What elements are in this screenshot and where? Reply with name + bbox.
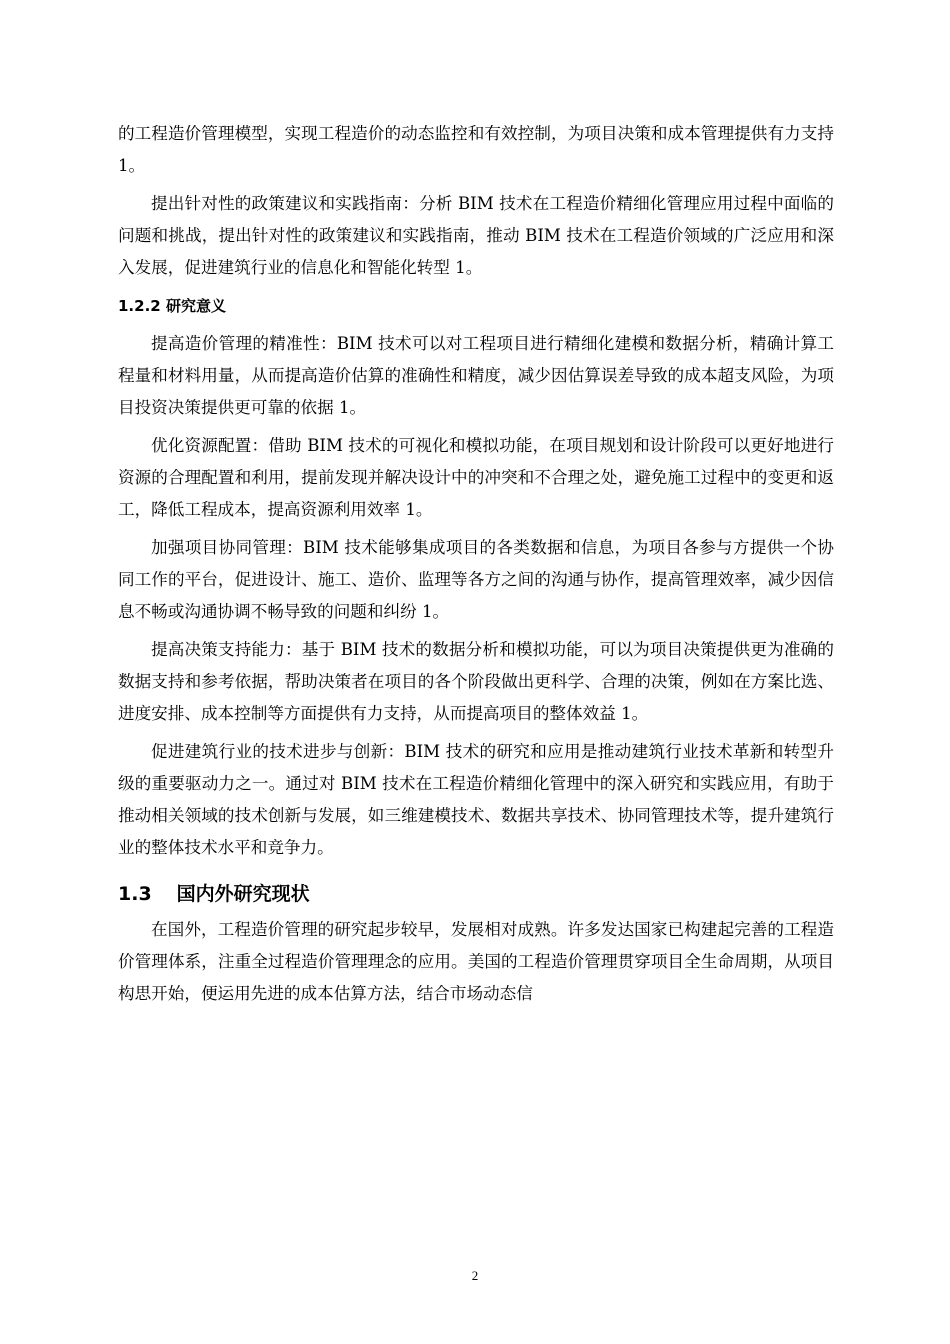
- subsection-heading: [118, 290, 834, 322]
- subsection-number: 1.2.2: [118, 297, 161, 315]
- paragraph-foreign-research: 在国外，工程造价管理的研究起步较早，发展相对成熟。许多发达国家已构建起完善的工程造价管理体系，注重全过程造价管理理念的应用。美国的工程造价管理贯穿项目全生命周期，从项目构思开始，便运用先进的成本估算方法，结合市场动态信: [118, 920, 834, 1003]
- paragraph-collaboration: 加强项目协同管理：BIM 技术能够集成项目的各类数据和信息，为项目各参与方提供一个协同工作的平台，促进设计、施工、造价、监理等各方之间的沟通与协作，提高管理效率，减少因信息不畅或沟通协调不畅导致的问题和纠纷 1。: [118, 538, 834, 621]
- paragraph-resource-allocation: 优化资源配置：借助 BIM 技术的可视化和模拟功能，在项目规划和设计阶段可以更好地进行资源的合理配置和利用，提前发现并解决设计中的冲突和不合理之处，避免施工过程中的变更和返工，降低工程成本，提高资源利用效率 1。: [118, 436, 834, 519]
- paragraph-decision-support: 提高决策支持能力：基于 BIM 技术的数据分析和模拟功能，可以为项目决策提供更为准确的数据支持和参考依据，帮助决策者在项目的各个阶段做出更科学、合理的决策，例如在方案比选、进度安排、成本控制等方面提供有力支持，从而提高项目的整体效益 1。: [118, 640, 834, 723]
- section-heading: [118, 876, 834, 912]
- paragraph-continuation: 的工程造价管理模型，实现工程造价的动态监控和有效控制，为项目决策和成本管理提供有力支持 1。: [118, 124, 834, 175]
- section-title: 国内外研究现状: [176, 883, 310, 905]
- paragraph-innovation: 促进建筑行业的技术进步与创新：BIM 技术的研究和应用是推动建筑行业技术革新和转型升级的重要驱动力之一。通过对 BIM 技术在工程造价精细化管理中的深入研究和实践应用，有助于推动相关领域的技术创新与发展，如三维建模技术、数据共享技术、协同管理技术等，提升建筑行业的整体技术水平和竞争力。: [118, 742, 834, 857]
- paragraph-policy-suggestions: 提出针对性的政策建议和实践指南：分析 BIM 技术在工程造价精细化管理应用过程中面临的问题和挑战，提出针对性的政策建议和实践指南，推动 BIM 技术在工程造价领域的广泛应用和深入发展，促进建筑行业的信息化和智能化转型 1。: [118, 194, 834, 277]
- subsection-title: 研究意义: [165, 297, 226, 315]
- paragraph-precision: 提高造价管理的精准性：BIM 技术可以对工程项目进行精细化建模和数据分析，精确计算工程量和材料用量，从而提高造价估算的准确性和精度，减少因估算误差导致的成本超支风险，为项目投资决策提供更可靠的依据 1。: [118, 334, 834, 417]
- page-content: [118, 118, 834, 1016]
- page-number: 2: [471, 1268, 479, 1283]
- section-number: 1.3: [118, 883, 152, 905]
